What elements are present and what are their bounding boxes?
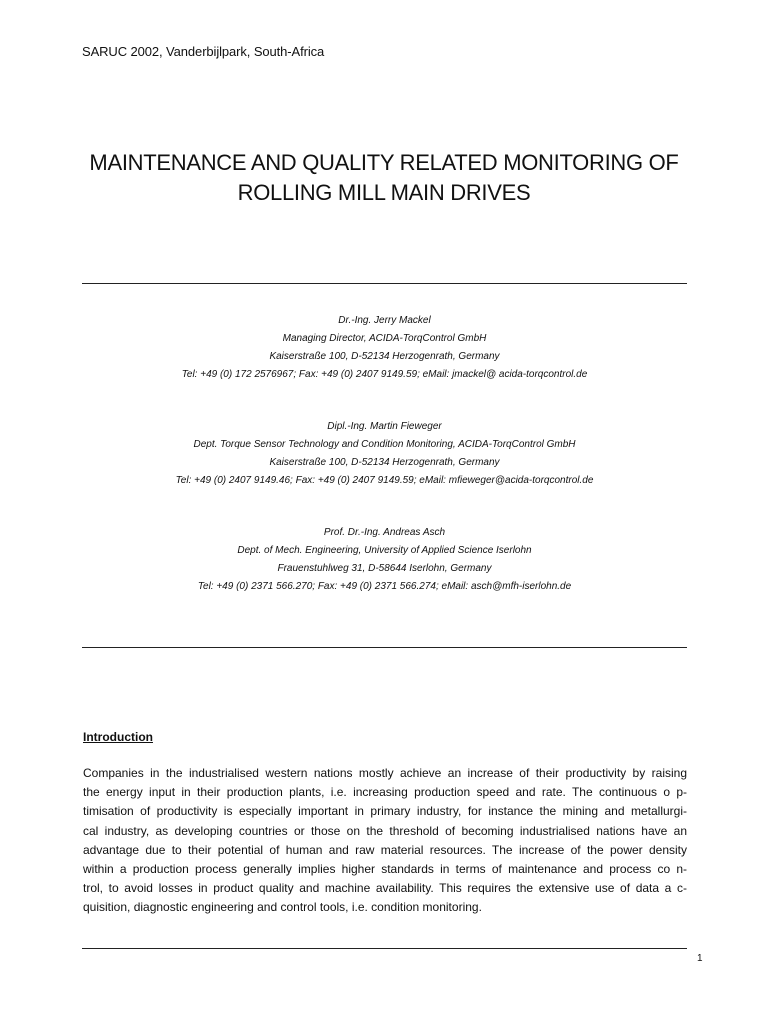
paragraph-line: cal industry, as developing countries or those on the threshold of becoming industrialised nations have an <box>83 823 687 838</box>
paragraph-line: timisation of productivity is especially important in primary industry, for instance the mining and metallurgi- <box>83 804 687 819</box>
author-address: Kaiserstraße 100, D-52134 Herzogenrath, Germany <box>269 457 500 468</box>
divider-bottom <box>82 948 687 949</box>
paragraph-line: within a production process generally implies higher standards in terms of maintenance and process co n- <box>83 862 687 877</box>
author-name: Dipl.-Ing. Martin Fieweger <box>327 421 442 432</box>
paper-title-line-2: ROLLING MILL MAIN DRIVES <box>237 180 531 205</box>
paragraph-line: the energy input in their production plants, i.e. increasing production speed and rate. The continuous o p- <box>83 785 687 800</box>
paper-title <box>60 148 708 208</box>
author-address: Kaiserstraße 100, D-52134 Herzogenrath, Germany <box>269 351 500 362</box>
divider-top <box>82 283 687 284</box>
author-name: Prof. Dr.-Ing. Andreas Asch <box>323 527 446 538</box>
introduction-heading: Introduction <box>83 730 153 744</box>
author-affiliation: Dept. Torque Sensor Technology and Condition Monitoring, ACIDA-TorqControl GmbH <box>193 439 576 450</box>
author-affiliation: Dept. of Mech. Engineering, University of Applied Science Iserlohn <box>237 545 532 556</box>
paragraph-line: quisition, diagnostic engineering and control tools, i.e. condition monitoring. <box>83 900 482 915</box>
author-block-3 <box>82 524 687 596</box>
author-address: Frauenstuhlweg 31, D-58644 Iserlohn, Germany <box>277 563 492 574</box>
paragraph-line: Companies in the industrialised western nations mostly achieve an increase of their productivity by raising <box>83 766 687 780</box>
paragraph-line: advantage due to their potential of human and raw material resources. The increase of the power density <box>83 842 687 857</box>
author-affiliation: Managing Director, ACIDA-TorqControl GmbH <box>282 333 487 344</box>
introduction-paragraph <box>83 764 687 918</box>
author-block-1 <box>82 312 687 384</box>
page-number: 1 <box>697 953 703 964</box>
paragraph-line: trol, to avoid losses in product quality and machine availability. This requires the extensive use of data a c- <box>83 881 687 896</box>
author-block-2 <box>82 418 687 490</box>
author-name: Dr.-Ing. Jerry Mackel <box>338 315 431 326</box>
conference-header: SARUC 2002, Vanderbijlpark, South-Africa <box>82 44 325 59</box>
author-contact: Tel: +49 (0) 2407 9149.46; Fax: +49 (0) 2407 9149.59; eMail: mfieweger@acida-torqcontrol.de <box>175 475 594 486</box>
author-contact: Tel: +49 (0) 172 2576967; Fax: +49 (0) 2407 9149.59; eMail: jmackel@ acida-torqcontrol.de <box>181 369 588 380</box>
paper-title-line-1: MAINTENANCE AND QUALITY RELATED MONITORING OF <box>89 150 679 175</box>
author-contact: Tel: +49 (0) 2371 566.270; Fax: +49 (0) 2371 566.274; eMail: asch@mfh-iserlohn.de <box>197 581 572 592</box>
divider-middle <box>82 647 687 648</box>
